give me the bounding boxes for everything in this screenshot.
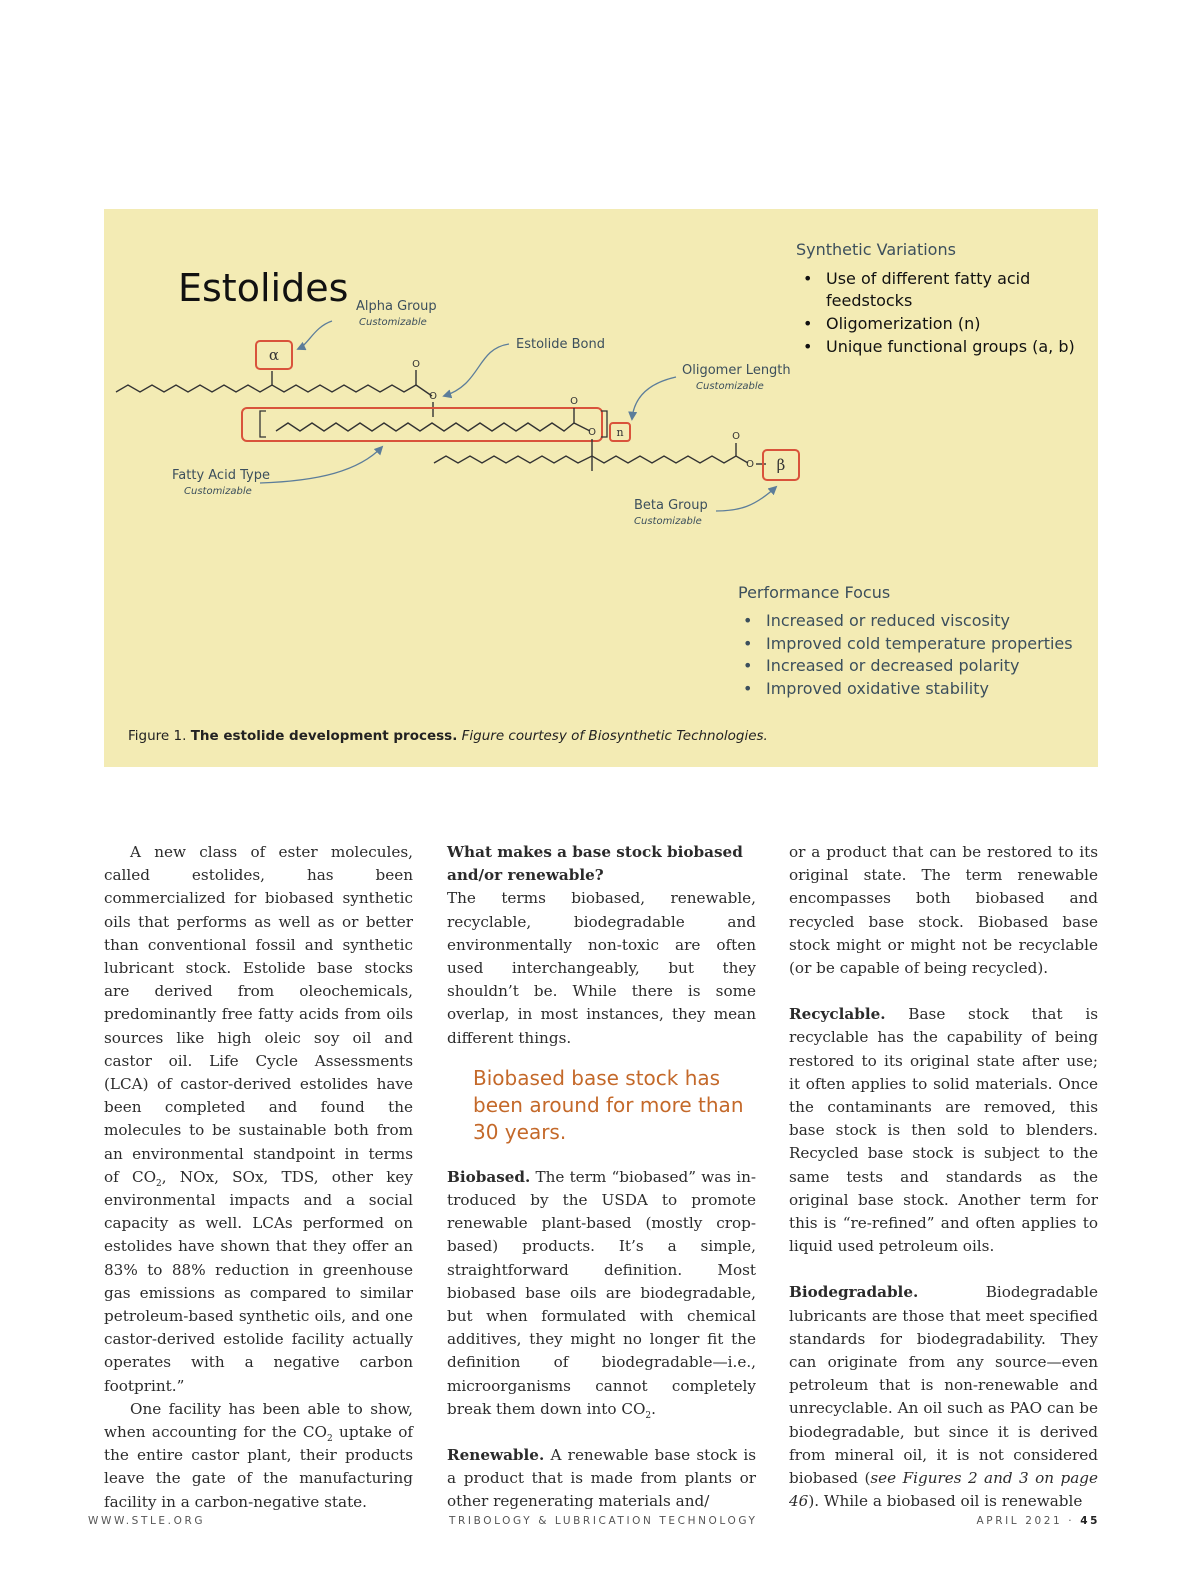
top-fatty-chain bbox=[116, 385, 432, 396]
caption-prefix: Figure 1. bbox=[128, 728, 191, 744]
performance-bullet-1: • bbox=[743, 611, 753, 630]
biodegradable-term: Biodegradable. bbox=[789, 1283, 919, 1302]
alpha-label: Alpha Group bbox=[356, 299, 437, 314]
middle-carbonyl-o: O bbox=[570, 396, 578, 407]
synthetic-heading: Synthetic Variations bbox=[796, 240, 956, 259]
recyclable-paragraph: Recyclable. Base stock that is recyclable has the capability of being restored to its original state after use; it often applies to solid materials. Once the contaminants are removed, this base stock is then sold to blenders. Recycled base stock is subject to the same tests and standards as the original base stock. Another term for this is “re-refined” and often applies to liquid used petroleum oils. bbox=[789, 1005, 1098, 1256]
performance-bullet-2: • bbox=[743, 634, 753, 653]
biodegradable-paragraph: Biodegradable. Biodegradable lubricants are those that meet specified standards for biodegradability. They can originate from any source—even petroleum that is non-renewable and unrecyclable. An oil such as PAO can be biodegradable, but since it is derived from mineral oil, it is not considered biobased (see Figures 2 and 3 on page 46). While a biobased oil is renewable bbox=[789, 1283, 1098, 1511]
figure-1 bbox=[104, 209, 1098, 767]
renewable-paragraph: Renewable. A renewable base stock is a product that is made from plants or other regenerating materials and/ bbox=[447, 1446, 756, 1511]
middle-ester-o: O bbox=[588, 427, 596, 438]
biobased-term: Biobased. bbox=[447, 1167, 531, 1186]
oligomer-box bbox=[242, 408, 602, 441]
oligomer-label: Oligomer Length bbox=[682, 363, 791, 378]
synthetic-item-1: Use of different fatty acid bbox=[826, 269, 1031, 288]
fatty-acid-arrow bbox=[260, 447, 382, 483]
synthetic-bullet-3: • bbox=[803, 337, 813, 356]
column-3 bbox=[789, 841, 1098, 1513]
performance-item-2: Improved cold temperature properties bbox=[766, 634, 1073, 653]
fatty-acid-sub: Customizable bbox=[184, 486, 252, 497]
synthetic-bullet-1: • bbox=[803, 269, 813, 288]
estolide-bond-label: Estolide Bond bbox=[516, 337, 606, 352]
estolide-bond-arrow bbox=[444, 344, 509, 396]
page-number: 45 bbox=[1080, 1515, 1100, 1527]
figure-caption bbox=[128, 728, 768, 744]
renewable-term: Renewable. bbox=[447, 1446, 545, 1465]
footer-separator: · bbox=[1068, 1515, 1075, 1527]
n-symbol: n bbox=[616, 426, 624, 439]
synthetic-item-1-cont: feedstocks bbox=[826, 291, 913, 310]
col1-paragraph-2: One facility has been able to show, when accounting for the $CO_2$ uptake of the entire castor plant, their products leave the gate of the manufacturing facility in a carbon-negative state. bbox=[104, 1399, 413, 1511]
middle-fatty-chain bbox=[276, 423, 590, 431]
oligomer-arrow bbox=[632, 377, 676, 419]
footer-date: APRIL 2021 bbox=[976, 1515, 1063, 1527]
col2-intro-paragraph: The terms biobased, renewable, recyclable, biodegradable and environmentally non-toxic are often used interchangeably, but they shouldn’t be. While there is some overlap, in most instances, they mean different things. bbox=[447, 889, 756, 1047]
bottom-ester-o: O bbox=[746, 459, 754, 470]
top-carbonyl-o: O bbox=[412, 359, 420, 370]
alpha-arrow bbox=[298, 321, 332, 349]
col1-paragraph-1: A new class of ester molecules, called estolides, has been commercialized for biobased synthetic oils that performs as well as or better than conventional fossil and synthetic lubricant stock. Estolide base stocks are derived from oleochemicals, predominantly free fatty acids from oils sources like high oleic soy oil and castor oil. Life Cycle Assessments (LCA) of castor-derived estolides have been completed and found the molecules to be sustainable both from an environmental standpoint in terms of $CO_2$, NOx, SOx, TDS, other key environmental impacts and a social capacity as well. LCAs performed on estolides have shown that they offer an 83% to 88% reduction in greenhouse gas emissions as compared to similar petroleum-based synthetic oils, and one castor-derived estolide facility actually operates with a negative carbon footprint.” bbox=[104, 843, 413, 1395]
pull-quote: Biobased base stock has been around for more than 30 years. bbox=[473, 1065, 744, 1144]
beta-label: Beta Group bbox=[634, 498, 708, 513]
synthetic-bullet-2: • bbox=[803, 314, 813, 333]
biobased-paragraph: Biobased. The term “biobased” was introduced by the USDA to promote renewable plant-based (mostly crop-based) products. It’s a simple, straightforward definition. Most biobased base oils are biodegradable, but when formulated with chemical additives, they might no longer fit the definition of biodegradable—i.e., microorganisms cannot completely break them down into $CO_2$. bbox=[447, 1167, 756, 1421]
footer-website: WWW.STLE.ORG bbox=[88, 1515, 206, 1527]
col3-paragraph-1: or a product that can be restored to its original state. The term renewable encompasses both biobased and recycled base stock. Biobased base stock might or might not be recyclable (or be capable of being recycled). bbox=[789, 843, 1098, 978]
figure-title: Estolides bbox=[178, 266, 349, 310]
top-ester-o: O bbox=[429, 391, 437, 402]
footer-journal: TRIBOLOGY & LUBRICATION TECHNOLOGY bbox=[449, 1515, 758, 1527]
beta-symbol: β bbox=[776, 456, 786, 474]
column-2 bbox=[447, 841, 756, 1514]
beta-sub: Customizable bbox=[634, 516, 702, 527]
alpha-symbol: α bbox=[268, 346, 280, 364]
figure-reference: see Figures 2 and 3 on page 46 bbox=[789, 1469, 1098, 1511]
performance-bullet-3: • bbox=[743, 656, 753, 675]
recyclable-term: Recyclable. bbox=[789, 1005, 886, 1024]
footer-date-page bbox=[977, 1515, 1101, 1527]
fatty-acid-label: Fatty Acid Type bbox=[172, 468, 270, 483]
bottom-fatty-chain bbox=[434, 456, 748, 463]
performance-item-4: Improved oxidative stability bbox=[766, 679, 989, 698]
caption-bold: The estolide development process. bbox=[190, 728, 458, 744]
column-1 bbox=[104, 841, 413, 1514]
synthetic-item-2: Oligomerization (n) bbox=[826, 314, 981, 333]
performance-item-1: Increased or reduced viscosity bbox=[766, 611, 1011, 630]
performance-item-3: Increased or decreased polarity bbox=[766, 656, 1020, 675]
synthetic-item-3: Unique functional groups (a, b) bbox=[826, 337, 1075, 356]
oligomer-sub: Customizable bbox=[696, 381, 764, 392]
beta-arrow bbox=[716, 487, 776, 511]
section-heading: What makes a base stock biobased and/or renewable? bbox=[447, 843, 743, 885]
alpha-sub: Customizable bbox=[359, 317, 427, 328]
caption-credit: Figure courtesy of Biosynthetic Technologies. bbox=[457, 728, 768, 744]
performance-heading: Performance Focus bbox=[738, 583, 891, 602]
bottom-carbonyl-o: O bbox=[732, 431, 740, 442]
performance-bullet-4: • bbox=[743, 679, 753, 698]
estolide-diagram bbox=[104, 209, 1098, 767]
